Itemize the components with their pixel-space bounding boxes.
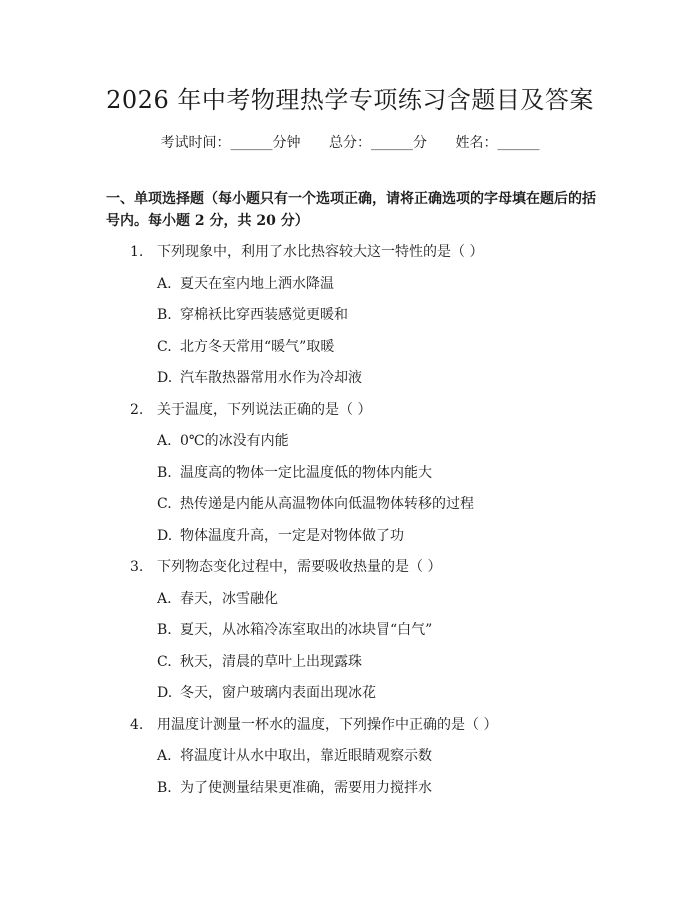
question-number: 1.	[130, 244, 144, 260]
option-text: 将温度计从水中取出，靠近眼睛观察示数	[180, 748, 432, 764]
option-text: 夏天，从冰箱冷冻室取出的冰块冒“白气”	[180, 622, 433, 638]
question-text: 下列物态变化过程中，需要吸收热量的是（ ）	[157, 559, 442, 575]
option-text: 温度高的物体一定比温度低的物体内能大	[180, 464, 432, 481]
option-label: D.	[157, 370, 173, 386]
question-text: 用温度计测量一杯水的温度，下列操作中正确的是（ ）	[157, 716, 498, 733]
option-text: 热传递是内能从高温物体向低温物体转移的过程	[180, 496, 474, 512]
question-text: 下列现象中，利用了水比热容较大这一特性的是（ ）	[157, 244, 484, 260]
option-label: B.	[157, 464, 172, 481]
option-label: A.	[157, 275, 172, 292]
option-label: C.	[157, 653, 172, 670]
option-text: 汽车散热器常用水作为冷却液	[180, 370, 362, 386]
option-text: 物体温度升高，一定是对物体做了功	[180, 527, 404, 544]
option-text: 穿棉袄比穿西装感觉更暖和	[180, 307, 348, 323]
option-text: 夏天在室内地上洒水降温	[180, 275, 334, 292]
option-label: A.	[157, 748, 172, 764]
option-label: B.	[157, 779, 172, 796]
question-number: 3.	[130, 559, 144, 575]
option-text: 北方冬天常用“暖气”取暖	[180, 338, 335, 355]
option-label: B.	[157, 622, 172, 638]
option-label: C.	[157, 338, 172, 355]
option-text: 0℃的冰没有内能	[180, 433, 289, 449]
section-heading: 一、单项选择题（每小题只有一个选项正确，请将正确选项的字母填在题后的括号内。每小题 2 分，共 20 分）	[106, 191, 596, 229]
option-label: D.	[157, 685, 173, 701]
option-text: 为了使测量结果更准确，需要用力搅拌水	[180, 779, 432, 796]
document-title: 2026 年中考物理热学专项练习含题目及答案	[106, 86, 594, 114]
option-label: B.	[157, 307, 172, 323]
exam-info-line	[0, 132, 700, 152]
question-text: 关于温度，下列说法正确的是（ ）	[157, 401, 372, 418]
option-text: 秋天，清晨的草叶上出现露珠	[180, 653, 362, 670]
question-number: 2.	[130, 401, 144, 418]
option-label: A.	[157, 590, 172, 607]
option-label: A.	[157, 433, 172, 449]
option-label: C.	[157, 496, 172, 512]
option-text: 春天，冰雪融化	[180, 590, 278, 607]
total-score-field: 总分：______分	[329, 135, 427, 151]
student-name-field: 姓名：______	[455, 135, 540, 151]
option-label: D.	[157, 527, 173, 544]
question-number: 4.	[130, 716, 144, 733]
exam-time-field: 考试时间：______分钟	[160, 135, 301, 151]
option-text: 冬天，窗户玻璃内表面出现冰花	[180, 685, 376, 701]
